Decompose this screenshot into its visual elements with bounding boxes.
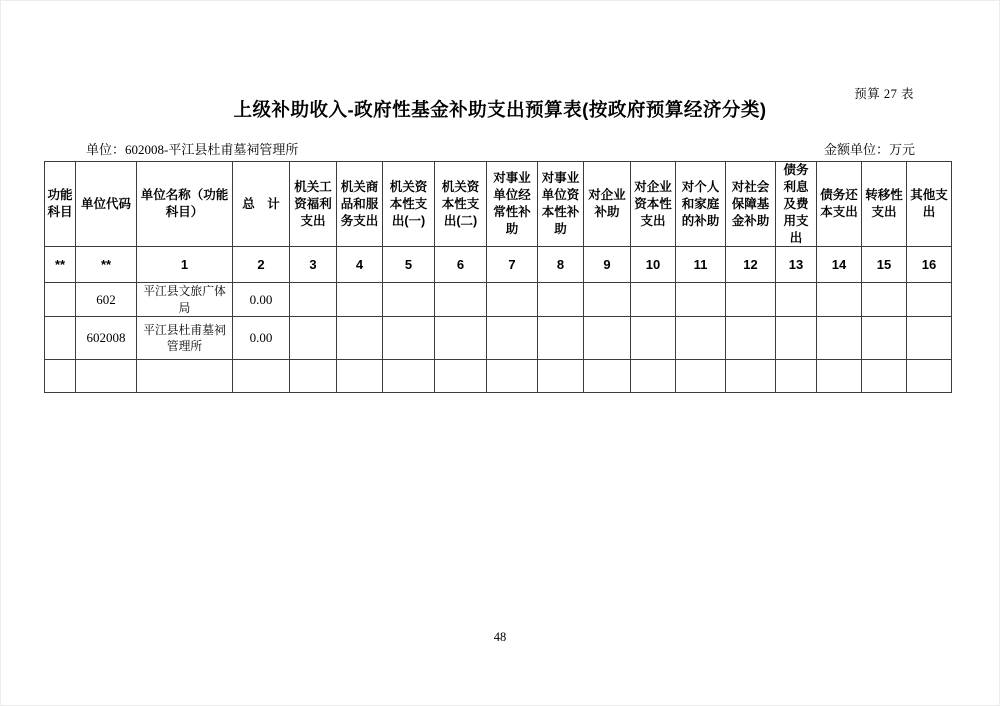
table-cell xyxy=(76,360,137,393)
table-cell xyxy=(290,283,337,317)
column-code-row xyxy=(45,247,952,283)
table-cell xyxy=(233,360,290,393)
column-header: 其他支出 xyxy=(907,162,952,247)
column-code: 14 xyxy=(817,247,862,283)
unit-label: 单位：602008-平江县杜甫墓祠管理所 xyxy=(86,142,299,157)
table-cell: 0.00 xyxy=(233,283,290,317)
table-cell xyxy=(538,360,584,393)
table-cell xyxy=(676,317,726,360)
table-cell xyxy=(538,317,584,360)
column-header: 债务还本支出 xyxy=(817,162,862,247)
form-number-label: 预算 27 表 xyxy=(854,87,914,101)
table-cell xyxy=(290,317,337,360)
column-header: 对社会保障基金补助 xyxy=(726,162,776,247)
budget-table xyxy=(44,161,952,393)
table-cell xyxy=(487,283,538,317)
table-cell xyxy=(776,360,817,393)
column-code: 7 xyxy=(487,247,538,283)
table-cell xyxy=(538,283,584,317)
column-header: 机关资本性支出(一) xyxy=(383,162,435,247)
column-header: 对企业资本性支出 xyxy=(631,162,676,247)
column-code: 10 xyxy=(631,247,676,283)
table-row xyxy=(45,360,952,393)
table-cell xyxy=(776,317,817,360)
table-cell xyxy=(487,317,538,360)
table-cell: 平江县文旅广体局 xyxy=(137,283,233,317)
table-cell xyxy=(435,283,487,317)
column-header: 机关工资福利支出 xyxy=(290,162,337,247)
amount-unit-label: 金额单位：万元 xyxy=(823,142,915,157)
page-number: 48 xyxy=(493,630,507,644)
table-cell xyxy=(907,283,952,317)
column-header: 单位名称（功能科目） xyxy=(137,162,233,247)
column-code: 11 xyxy=(676,247,726,283)
table-cell xyxy=(907,360,952,393)
table-cell xyxy=(45,360,76,393)
table-cell: 602008 xyxy=(76,317,137,360)
table-cell xyxy=(337,317,383,360)
table-cell xyxy=(631,317,676,360)
column-header: 转移性支出 xyxy=(862,162,907,247)
page-title: 上级补助收入-政府性基金补助支出预算表(按政府预算经济分类) xyxy=(233,99,767,120)
table-cell xyxy=(817,360,862,393)
table-cell xyxy=(584,360,631,393)
table-cell: 0.00 xyxy=(233,317,290,360)
table-cell xyxy=(337,360,383,393)
table-cell xyxy=(862,360,907,393)
table-cell xyxy=(726,317,776,360)
table-cell xyxy=(776,283,817,317)
column-header: 机关资本性支出(二) xyxy=(435,162,487,247)
table-cell xyxy=(383,283,435,317)
column-header: 单位代码 xyxy=(76,162,137,247)
column-header: 债务利息及费用支出 xyxy=(776,162,817,247)
table-cell xyxy=(435,317,487,360)
column-header: 对事业单位经常性补助 xyxy=(487,162,538,247)
column-code: 4 xyxy=(337,247,383,283)
column-header: 对事业单位资本性补助 xyxy=(538,162,584,247)
column-code: 16 xyxy=(907,247,952,283)
table-cell xyxy=(45,283,76,317)
table-cell: 平江县杜甫墓祠管理所 xyxy=(137,317,233,360)
table-cell xyxy=(435,360,487,393)
column-code: 6 xyxy=(435,247,487,283)
column-header: 机关商品和服务支出 xyxy=(337,162,383,247)
column-header: 对企业补助 xyxy=(584,162,631,247)
column-header: 功能科目 xyxy=(45,162,76,247)
column-code: 3 xyxy=(290,247,337,283)
column-code: 12 xyxy=(726,247,776,283)
table-row xyxy=(45,317,952,360)
table-cell xyxy=(137,360,233,393)
table-cell xyxy=(584,283,631,317)
table-cell xyxy=(631,283,676,317)
table-cell xyxy=(907,317,952,360)
table-cell: 602 xyxy=(76,283,137,317)
column-code: 8 xyxy=(538,247,584,283)
table-cell xyxy=(726,360,776,393)
column-code: 15 xyxy=(862,247,907,283)
table-cell xyxy=(862,283,907,317)
column-code: 13 xyxy=(776,247,817,283)
table-cell xyxy=(584,317,631,360)
column-code: 1 xyxy=(137,247,233,283)
header-row xyxy=(45,162,952,247)
table-cell xyxy=(817,283,862,317)
column-code: 5 xyxy=(383,247,435,283)
column-code: ** xyxy=(45,247,76,283)
column-code: 9 xyxy=(584,247,631,283)
column-header: 对个人和家庭的补助 xyxy=(676,162,726,247)
table-cell xyxy=(862,317,907,360)
column-code: 2 xyxy=(233,247,290,283)
table-cell xyxy=(676,283,726,317)
table-cell xyxy=(817,317,862,360)
table-cell xyxy=(290,360,337,393)
table-cell xyxy=(383,317,435,360)
table-cell xyxy=(337,283,383,317)
table-row xyxy=(45,283,952,317)
column-header: 总 计 xyxy=(233,162,290,247)
table-cell xyxy=(45,317,76,360)
table-cell xyxy=(726,283,776,317)
table-cell xyxy=(676,360,726,393)
table-cell xyxy=(383,360,435,393)
table-cell xyxy=(487,360,538,393)
column-code: ** xyxy=(76,247,137,283)
table-cell xyxy=(631,360,676,393)
